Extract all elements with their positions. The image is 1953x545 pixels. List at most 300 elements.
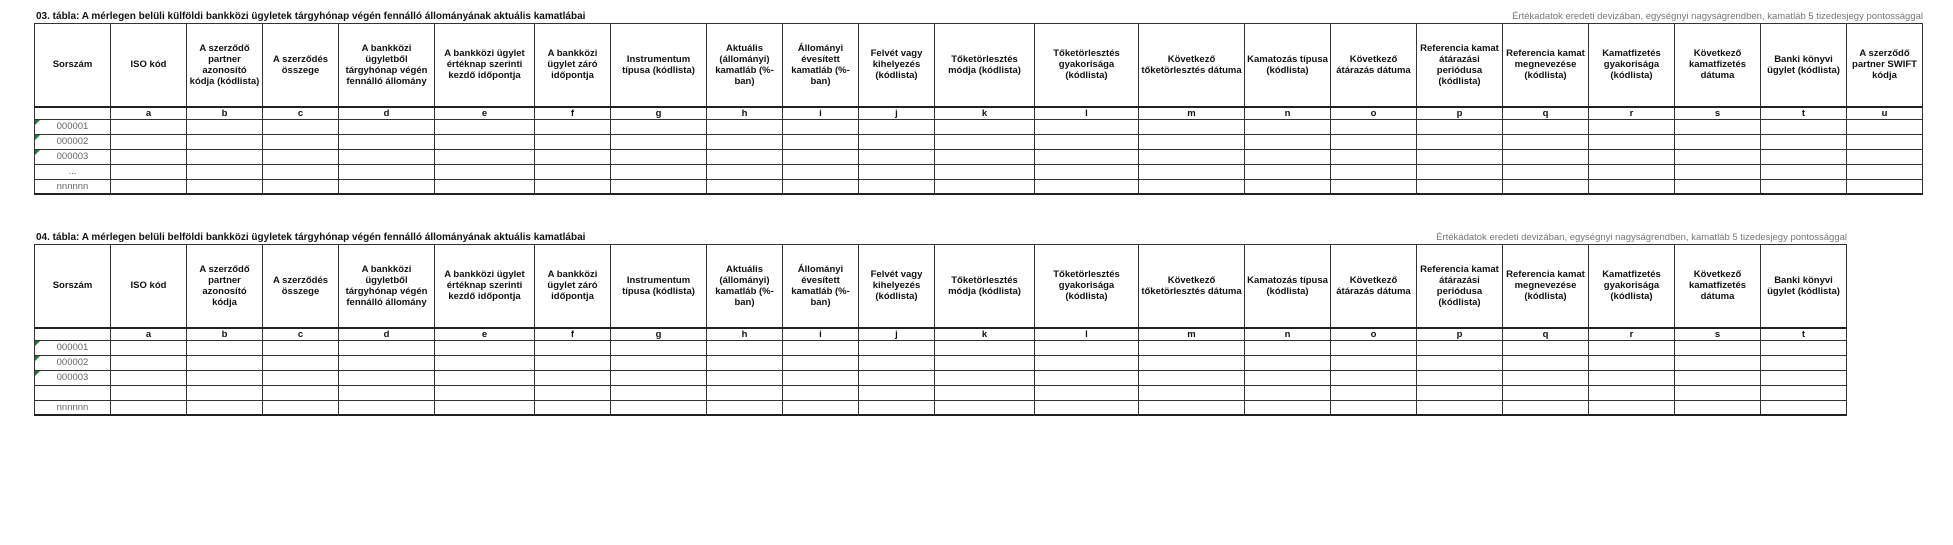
table-cell[interactable] <box>187 385 263 400</box>
column-letter <box>35 107 111 120</box>
table-cell[interactable] <box>1245 370 1331 385</box>
table-cell[interactable] <box>1675 370 1761 385</box>
table-cell[interactable] <box>935 400 1035 415</box>
table-cell[interactable] <box>1847 134 1923 149</box>
column-header-label: Referencia kamat átárazási periódusa (kódlista) <box>1420 42 1499 87</box>
column-header-label: Aktuális (állományi) kamatláb (%-ban) <box>715 263 774 308</box>
column-header-label: A bankközi ügyletből tárgyhónap végén fennálló állomány <box>345 263 428 308</box>
table-cell[interactable] <box>1331 385 1417 400</box>
table-cell[interactable] <box>535 164 611 179</box>
table-cell[interactable] <box>1761 340 1847 355</box>
table-cell[interactable] <box>1139 385 1245 400</box>
table-row <box>35 134 1923 149</box>
column-header-label: A szerződő partner SWIFT kódja <box>1852 48 1917 82</box>
table-cell[interactable] <box>859 400 935 415</box>
table-04 <box>34 244 1847 416</box>
table-cell[interactable] <box>1417 164 1503 179</box>
column-header-label: Instrumentum típusa (kódlista) <box>622 53 695 76</box>
table-cell[interactable] <box>1503 355 1589 370</box>
column-letter: r <box>1589 328 1675 341</box>
table-cell[interactable] <box>1503 149 1589 164</box>
table-cell[interactable] <box>1035 400 1139 415</box>
table-cell[interactable] <box>339 149 435 164</box>
table-cell[interactable] <box>611 149 707 164</box>
row-number: 000003 <box>35 149 111 164</box>
table-cell[interactable] <box>111 164 187 179</box>
table-cell[interactable] <box>1035 119 1139 134</box>
table-cell[interactable] <box>1331 355 1417 370</box>
table-cell[interactable] <box>707 134 783 149</box>
table-cell[interactable] <box>111 179 187 194</box>
table-cell[interactable] <box>1503 179 1589 194</box>
table-cell[interactable] <box>1417 149 1503 164</box>
table-cell[interactable] <box>859 179 935 194</box>
column-header-label: Tőketörlesztés módja (kódlista) <box>948 53 1021 76</box>
table-cell[interactable] <box>435 179 535 194</box>
table-cell[interactable] <box>263 179 339 194</box>
column-header-label: Referencia kamat átárazási periódusa (kódlista) <box>1420 263 1499 308</box>
column-header <box>1761 24 1847 107</box>
table-cell[interactable] <box>1589 149 1675 164</box>
table-cell[interactable] <box>1503 370 1589 385</box>
table-cell[interactable] <box>611 370 707 385</box>
table-cell[interactable] <box>935 179 1035 194</box>
table-row <box>35 385 1847 400</box>
table-cell[interactable] <box>339 400 435 415</box>
column-header-label: A bankközi ügyletből tárgyhónap végén fennálló állomány <box>345 42 428 87</box>
table-cell[interactable] <box>935 149 1035 164</box>
column-header <box>1589 24 1675 107</box>
table-cell[interactable] <box>935 119 1035 134</box>
table-cell[interactable] <box>1139 179 1245 194</box>
table-cell[interactable] <box>1761 370 1847 385</box>
table-cell[interactable] <box>263 149 339 164</box>
table-cell[interactable] <box>859 119 935 134</box>
column-letter: h <box>707 328 783 341</box>
column-header <box>611 24 707 107</box>
table-cell[interactable] <box>1035 370 1139 385</box>
column-letter: s <box>1675 328 1761 341</box>
table-cell[interactable] <box>187 179 263 194</box>
table-cell[interactable] <box>111 340 187 355</box>
table-cell[interactable] <box>535 385 611 400</box>
table-cell[interactable] <box>535 340 611 355</box>
column-header <box>707 245 783 328</box>
table-cell[interactable] <box>1503 119 1589 134</box>
table-cell[interactable] <box>339 134 435 149</box>
column-header <box>1331 245 1417 328</box>
table-cell[interactable] <box>707 400 783 415</box>
table-cell[interactable] <box>1139 400 1245 415</box>
table-cell[interactable] <box>263 119 339 134</box>
column-header-label: Banki könyvi ügylet (kódlista) <box>1767 274 1840 297</box>
table-cell[interactable] <box>783 385 859 400</box>
table-cell[interactable] <box>435 149 535 164</box>
table-cell[interactable] <box>339 119 435 134</box>
table-cell[interactable] <box>1245 385 1331 400</box>
table-cell[interactable] <box>1675 355 1761 370</box>
table-cell[interactable] <box>263 134 339 149</box>
column-header <box>783 24 859 107</box>
table-cell[interactable] <box>783 134 859 149</box>
table-cell[interactable] <box>111 370 187 385</box>
column-header-label: Instrumentum típusa (kódlista) <box>622 274 695 297</box>
table-cell[interactable] <box>1675 119 1761 134</box>
table-cell[interactable] <box>611 355 707 370</box>
table-cell[interactable] <box>859 134 935 149</box>
table-cell[interactable] <box>263 370 339 385</box>
column-header-label: A bankközi ügylet záró időpontja <box>547 48 598 82</box>
table-cell[interactable] <box>707 385 783 400</box>
table-cell[interactable] <box>1761 149 1847 164</box>
column-letter: t <box>1761 107 1847 120</box>
table-cell[interactable] <box>1245 164 1331 179</box>
column-header-label: Következő tőketörlesztés dátuma <box>1141 53 1242 76</box>
table-04-title: 04. tábla: A mérlegen belüli belföldi bankközi ügyletek tárgyhónap végén fennálló állományának aktuális kamatlábai <box>36 232 586 243</box>
table-cell[interactable] <box>1245 179 1331 194</box>
table-cell[interactable] <box>1245 149 1331 164</box>
column-header <box>1417 245 1503 328</box>
table-cell[interactable] <box>1035 340 1139 355</box>
row-number: 000001 <box>35 119 111 134</box>
table-04-section <box>34 232 1847 416</box>
column-letter: u <box>1847 107 1923 120</box>
column-header <box>859 24 935 107</box>
table-cell[interactable] <box>935 134 1035 149</box>
column-letter <box>35 328 111 341</box>
table-cell[interactable] <box>611 179 707 194</box>
table-cell[interactable] <box>535 134 611 149</box>
table-cell[interactable] <box>535 179 611 194</box>
table-cell[interactable] <box>263 164 339 179</box>
table-cell[interactable] <box>1503 400 1589 415</box>
table-cell[interactable] <box>1331 370 1417 385</box>
table-cell[interactable] <box>611 385 707 400</box>
table-cell[interactable] <box>1417 370 1503 385</box>
column-letter: c <box>263 328 339 341</box>
column-header-label: Kamatfizetés gyakorisága (kódlista) <box>1602 48 1661 82</box>
table-cell[interactable] <box>1417 179 1503 194</box>
table-03-title: 03. tábla: A mérlegen belüli külföldi bankközi ügyletek tárgyhónap végén fennálló állományának aktuális kamatlábai <box>36 11 586 22</box>
table-cell[interactable] <box>339 340 435 355</box>
column-header-label: Tőketörlesztés gyakorisága (kódlista) <box>1053 48 1120 82</box>
table-cell[interactable] <box>1331 119 1417 134</box>
table-cell[interactable] <box>339 385 435 400</box>
column-header-label: Következő átárazás dátuma <box>1336 53 1411 76</box>
column-header <box>707 24 783 107</box>
table-cell[interactable] <box>1139 119 1245 134</box>
table-cell[interactable] <box>783 340 859 355</box>
table-row <box>35 400 1847 415</box>
table-cell[interactable] <box>1245 134 1331 149</box>
table-cell[interactable] <box>1675 340 1761 355</box>
column-header <box>1245 245 1331 328</box>
table-cell[interactable] <box>1035 355 1139 370</box>
table-cell[interactable] <box>707 340 783 355</box>
column-header <box>1675 24 1761 107</box>
column-header-label: Aktuális (állományi) kamatláb (%-ban) <box>715 42 774 87</box>
table-cell[interactable] <box>111 355 187 370</box>
column-header <box>611 245 707 328</box>
table-cell[interactable] <box>1589 400 1675 415</box>
column-letter: o <box>1331 328 1417 341</box>
table-cell[interactable] <box>783 119 859 134</box>
table-cell[interactable] <box>435 164 535 179</box>
column-header <box>339 245 435 328</box>
table-cell[interactable] <box>783 164 859 179</box>
table-cell[interactable] <box>187 164 263 179</box>
table-cell[interactable] <box>339 370 435 385</box>
table-cell[interactable] <box>1035 134 1139 149</box>
column-letter: f <box>535 107 611 120</box>
table-cell[interactable] <box>1331 149 1417 164</box>
column-header <box>1245 24 1331 107</box>
column-header-label: Referencia kamat megnevezése (kódlista) <box>1506 48 1585 82</box>
column-header-label: Sorszám <box>52 59 93 71</box>
row-number: 000002 <box>35 355 111 370</box>
table-cell[interactable] <box>1139 370 1245 385</box>
column-header-label: Felvét vagy kihelyezés (kódlista) <box>870 48 923 82</box>
column-header <box>35 245 111 328</box>
table-cell[interactable] <box>1035 164 1139 179</box>
column-header <box>187 245 263 328</box>
table-cell[interactable] <box>111 400 187 415</box>
column-header <box>263 24 339 107</box>
table-cell[interactable] <box>1589 385 1675 400</box>
table-cell[interactable] <box>435 355 535 370</box>
column-letter-row <box>35 107 1923 120</box>
column-header-label: Következő kamatfizetés dátuma <box>1688 48 1747 82</box>
column-header <box>435 24 535 107</box>
table-cell[interactable] <box>1417 340 1503 355</box>
table-cell[interactable] <box>1417 385 1503 400</box>
column-header <box>187 24 263 107</box>
column-letter: j <box>859 107 935 120</box>
table-cell[interactable] <box>187 149 263 164</box>
column-header <box>1503 24 1589 107</box>
table-cell[interactable] <box>611 134 707 149</box>
table-cell[interactable] <box>935 370 1035 385</box>
table-cell[interactable] <box>1139 149 1245 164</box>
table-cell[interactable] <box>111 149 187 164</box>
table-cell[interactable] <box>1503 164 1589 179</box>
table-cell[interactable] <box>263 400 339 415</box>
table-cell[interactable] <box>707 179 783 194</box>
table-cell[interactable] <box>187 370 263 385</box>
table-cell[interactable] <box>111 385 187 400</box>
table-cell[interactable] <box>1331 400 1417 415</box>
column-letter: n <box>1245 328 1331 341</box>
table-cell[interactable] <box>1139 164 1245 179</box>
table-cell[interactable] <box>1847 179 1923 194</box>
column-header <box>935 245 1035 328</box>
table-cell[interactable] <box>435 385 535 400</box>
column-header-label: Állományi évesített kamatláb (%-ban) <box>791 263 850 308</box>
table-cell[interactable] <box>1417 119 1503 134</box>
table-cell[interactable] <box>339 164 435 179</box>
column-header-label: A szerződés összege <box>272 53 329 76</box>
table-cell[interactable] <box>783 179 859 194</box>
table-cell[interactable] <box>263 340 339 355</box>
table-cell[interactable] <box>1761 119 1847 134</box>
table-cell[interactable] <box>935 340 1035 355</box>
column-header <box>435 245 535 328</box>
table-cell[interactable] <box>783 149 859 164</box>
table-cell[interactable] <box>1245 400 1331 415</box>
table-cell[interactable] <box>1761 400 1847 415</box>
table-cell[interactable] <box>935 385 1035 400</box>
table-cell[interactable] <box>1589 134 1675 149</box>
column-letter: b <box>187 107 263 120</box>
table-cell[interactable] <box>1245 119 1331 134</box>
column-header <box>1417 24 1503 107</box>
table-cell[interactable] <box>435 119 535 134</box>
table-cell[interactable] <box>535 400 611 415</box>
table-cell[interactable] <box>263 385 339 400</box>
table-cell[interactable] <box>1675 385 1761 400</box>
table-cell[interactable] <box>1139 134 1245 149</box>
table-cell[interactable] <box>1245 340 1331 355</box>
table-cell[interactable] <box>935 355 1035 370</box>
table-cell[interactable] <box>1331 164 1417 179</box>
row-number: 000001 <box>35 340 111 355</box>
table-cell[interactable] <box>111 134 187 149</box>
table-cell[interactable] <box>1675 149 1761 164</box>
table-cell[interactable] <box>1503 385 1589 400</box>
table-cell[interactable] <box>1245 355 1331 370</box>
table-cell[interactable] <box>1761 164 1847 179</box>
table-cell[interactable] <box>1589 164 1675 179</box>
table-cell[interactable] <box>1761 179 1847 194</box>
table-cell[interactable] <box>187 119 263 134</box>
table-cell[interactable] <box>1035 179 1139 194</box>
column-letter: i <box>783 328 859 341</box>
column-letter: b <box>187 328 263 341</box>
table-cell[interactable] <box>1761 134 1847 149</box>
table-cell[interactable] <box>1847 149 1923 164</box>
table-cell[interactable] <box>1589 119 1675 134</box>
table-cell[interactable] <box>1589 179 1675 194</box>
table-cell[interactable] <box>783 370 859 385</box>
table-cell[interactable] <box>1503 340 1589 355</box>
table-cell[interactable] <box>435 400 535 415</box>
table-row <box>35 340 1847 355</box>
table-cell[interactable] <box>707 370 783 385</box>
column-header <box>1675 245 1761 328</box>
column-header-label: A bankközi ügylet értéknap szerinti kezdő időpontja <box>444 269 525 303</box>
table-cell[interactable] <box>187 400 263 415</box>
table-cell[interactable] <box>1761 355 1847 370</box>
column-header-label: ISO kód <box>130 59 167 71</box>
column-header-label: Következő kamatfizetés dátuma <box>1688 269 1747 303</box>
table-cell[interactable] <box>1035 149 1139 164</box>
column-header <box>35 24 111 107</box>
column-letter: q <box>1503 107 1589 120</box>
table-cell[interactable] <box>1503 134 1589 149</box>
table-cell[interactable] <box>707 119 783 134</box>
column-header <box>535 245 611 328</box>
column-letter: p <box>1417 107 1503 120</box>
table-cell[interactable] <box>187 340 263 355</box>
table-cell[interactable] <box>707 355 783 370</box>
column-header <box>1503 245 1589 328</box>
column-header-label: Következő átárazás dátuma <box>1336 274 1411 297</box>
table-cell[interactable] <box>783 400 859 415</box>
table-cell[interactable] <box>783 355 859 370</box>
table-cell[interactable] <box>1589 370 1675 385</box>
table-cell[interactable] <box>339 179 435 194</box>
table-cell[interactable] <box>535 355 611 370</box>
table-cell[interactable] <box>611 340 707 355</box>
table-cell[interactable] <box>263 355 339 370</box>
table-cell[interactable] <box>1331 179 1417 194</box>
column-header-label: Állományi évesített kamatláb (%-ban) <box>791 42 850 87</box>
table-cell[interactable] <box>611 400 707 415</box>
table-cell[interactable] <box>535 119 611 134</box>
table-cell[interactable] <box>435 340 535 355</box>
row-number: 000003 <box>35 370 111 385</box>
column-header <box>339 24 435 107</box>
table-cell[interactable] <box>1675 179 1761 194</box>
table-cell[interactable] <box>859 340 935 355</box>
table-cell[interactable] <box>1139 340 1245 355</box>
column-letter: k <box>935 107 1035 120</box>
table-cell[interactable] <box>935 164 1035 179</box>
table-cell[interactable] <box>1675 164 1761 179</box>
table-cell[interactable] <box>187 355 263 370</box>
column-letter: l <box>1035 107 1139 120</box>
table-cell[interactable] <box>535 149 611 164</box>
table-cell[interactable] <box>859 149 935 164</box>
column-header <box>263 245 339 328</box>
table-cell[interactable] <box>111 119 187 134</box>
table-cell[interactable] <box>1675 134 1761 149</box>
table-cell[interactable] <box>339 355 435 370</box>
table-cell[interactable] <box>1331 134 1417 149</box>
table-cell[interactable] <box>1417 400 1503 415</box>
table-cell[interactable] <box>1417 355 1503 370</box>
table-cell[interactable] <box>859 164 935 179</box>
table-cell[interactable] <box>1847 119 1923 134</box>
table-cell[interactable] <box>187 134 263 149</box>
table-cell[interactable] <box>611 119 707 134</box>
table-cell[interactable] <box>435 134 535 149</box>
table-cell[interactable] <box>1761 385 1847 400</box>
table-cell[interactable] <box>1139 355 1245 370</box>
table-cell[interactable] <box>1417 134 1503 149</box>
table-cell[interactable] <box>707 149 783 164</box>
table-cell[interactable] <box>1847 164 1923 179</box>
table-cell[interactable] <box>611 164 707 179</box>
table-cell[interactable] <box>535 370 611 385</box>
column-header-label: Következő tőketörlesztés dátuma <box>1141 274 1242 297</box>
table-cell[interactable] <box>1035 385 1139 400</box>
table-cell[interactable] <box>1589 340 1675 355</box>
column-letter: e <box>435 328 535 341</box>
table-cell[interactable] <box>1589 355 1675 370</box>
row-number: 000002 <box>35 134 111 149</box>
column-header-label: Sorszám <box>52 280 93 292</box>
table-cell[interactable] <box>707 164 783 179</box>
table-cell[interactable] <box>1675 400 1761 415</box>
table-cell[interactable] <box>1331 340 1417 355</box>
column-letter: n <box>1245 107 1331 120</box>
table-cell[interactable] <box>859 370 935 385</box>
table-cell[interactable] <box>859 355 935 370</box>
table-cell[interactable] <box>859 385 935 400</box>
table-cell[interactable] <box>435 370 535 385</box>
header-row <box>35 24 1923 107</box>
